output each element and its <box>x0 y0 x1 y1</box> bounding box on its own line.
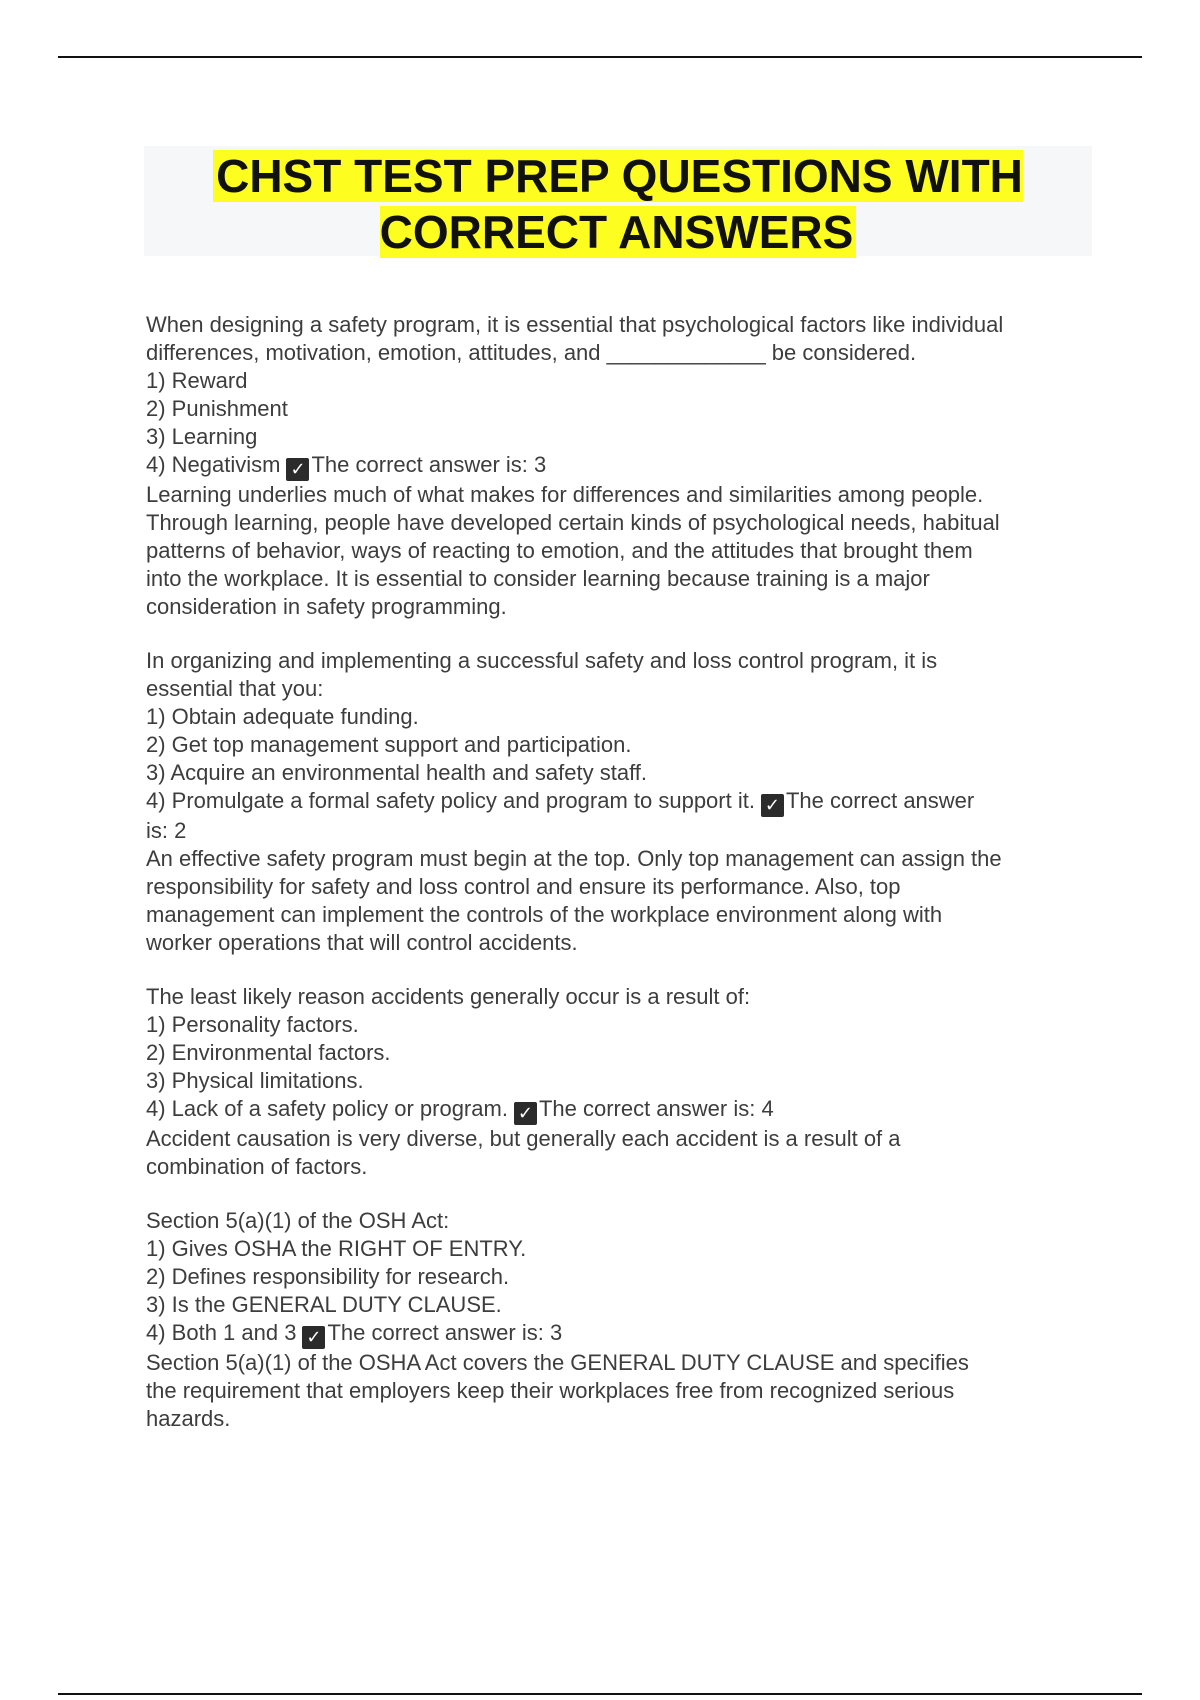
question-stem: essential that you: <box>146 676 324 701</box>
page-title <box>144 146 1092 260</box>
question-stem: differences, motivation, emotion, attitudes, and _____________ be considered. <box>146 340 917 365</box>
answer-line <box>146 1319 1096 1349</box>
answer-option: 2) Get top management support and participation. <box>146 732 632 757</box>
check-box-icon: ✓ <box>286 458 309 481</box>
explanation-line: worker operations that will control accidents. <box>146 930 578 955</box>
answer-option: 1) Obtain adequate funding. <box>146 704 419 729</box>
question-block <box>146 647 1096 957</box>
answer-option: 2) Punishment <box>146 396 288 421</box>
question-block <box>146 983 1096 1181</box>
explanation-line: hazards. <box>146 1406 231 1431</box>
page-title-text: CHST TEST PREP QUESTIONS WITH CORRECT ANSWERS <box>213 150 1023 258</box>
answer-option: 3) Learning <box>146 424 258 449</box>
top-rule <box>58 56 1142 58</box>
answer-option: 2) Environmental factors. <box>146 1040 391 1065</box>
answer-option: 3) Physical limitations. <box>146 1068 364 1093</box>
explanation-line: Learning underlies much of what makes for differences and similarities among people. <box>146 482 984 507</box>
answer-line <box>146 451 1096 481</box>
answer-option: 4) Negativism <box>146 452 281 477</box>
correct-answer: The correct answer is: 3 <box>311 452 547 477</box>
question-list <box>146 311 1096 1459</box>
explanation-line: combination of factors. <box>146 1154 368 1179</box>
question-stem: The least likely reason accidents generally occur is a result of: <box>146 984 751 1009</box>
explanation-line: An effective safety program must begin at the top. Only top management can assign the <box>146 846 1002 871</box>
answer-option: 4) Both 1 and 3 <box>146 1320 297 1345</box>
question-block <box>146 311 1096 621</box>
check-box-icon: ✓ <box>302 1326 325 1349</box>
question-stem: Section 5(a)(1) of the OSH Act: <box>146 1208 450 1233</box>
explanation-line: Through learning, people have developed certain kinds of psychological needs, habitual <box>146 510 1000 535</box>
answer-option: 1) Personality factors. <box>146 1012 359 1037</box>
title-banner <box>144 146 1092 256</box>
check-box-icon: ✓ <box>761 794 784 817</box>
answer-option: 1) Reward <box>146 368 248 393</box>
answer-line <box>146 787 1096 817</box>
correct-answer: The correct answer is: 4 <box>538 1096 774 1121</box>
answer-option: 2) Defines responsibility for research. <box>146 1264 510 1289</box>
answer-option: 4) Lack of a safety policy or program. <box>146 1096 508 1121</box>
explanation-line: responsibility for safety and loss control and ensure its performance. Also, top <box>146 874 901 899</box>
explanation-line: Section 5(a)(1) of the OSHA Act covers the GENERAL DUTY CLAUSE and specifies <box>146 1350 969 1375</box>
question-stem: In organizing and implementing a successful safety and loss control program, it is <box>146 648 938 673</box>
correct-answer: The correct answer is: 3 <box>327 1320 563 1345</box>
answer-option: 4) Promulgate a formal safety policy and program to support it. <box>146 788 755 813</box>
explanation-line: Accident causation is very diverse, but generally each accident is a result of a <box>146 1126 901 1151</box>
question-block <box>146 1207 1096 1433</box>
answer-option: 3) Is the GENERAL DUTY CLAUSE. <box>146 1292 502 1317</box>
answer-option: 3) Acquire an environmental health and safety staff. <box>146 760 648 785</box>
check-box-icon: ✓ <box>514 1102 537 1125</box>
correct-answer-continued: is: 2 <box>146 818 187 843</box>
correct-answer: The correct answer <box>785 788 975 813</box>
explanation-line: consideration in safety programming. <box>146 594 507 619</box>
explanation-line: the requirement that employers keep their workplaces free from recognized serious <box>146 1378 955 1403</box>
explanation-line: management can implement the controls of the workplace environment along with <box>146 902 943 927</box>
question-stem: When designing a safety program, it is essential that psychological factors like individual <box>146 312 1004 337</box>
bottom-rule <box>58 1693 1142 1695</box>
explanation-line: patterns of behavior, ways of reacting to emotion, and the attitudes that brought them <box>146 538 973 563</box>
answer-line <box>146 1095 1096 1125</box>
answer-option: 1) Gives OSHA the RIGHT OF ENTRY. <box>146 1236 527 1261</box>
explanation-line: into the workplace. It is essential to consider learning because training is a major <box>146 566 930 591</box>
